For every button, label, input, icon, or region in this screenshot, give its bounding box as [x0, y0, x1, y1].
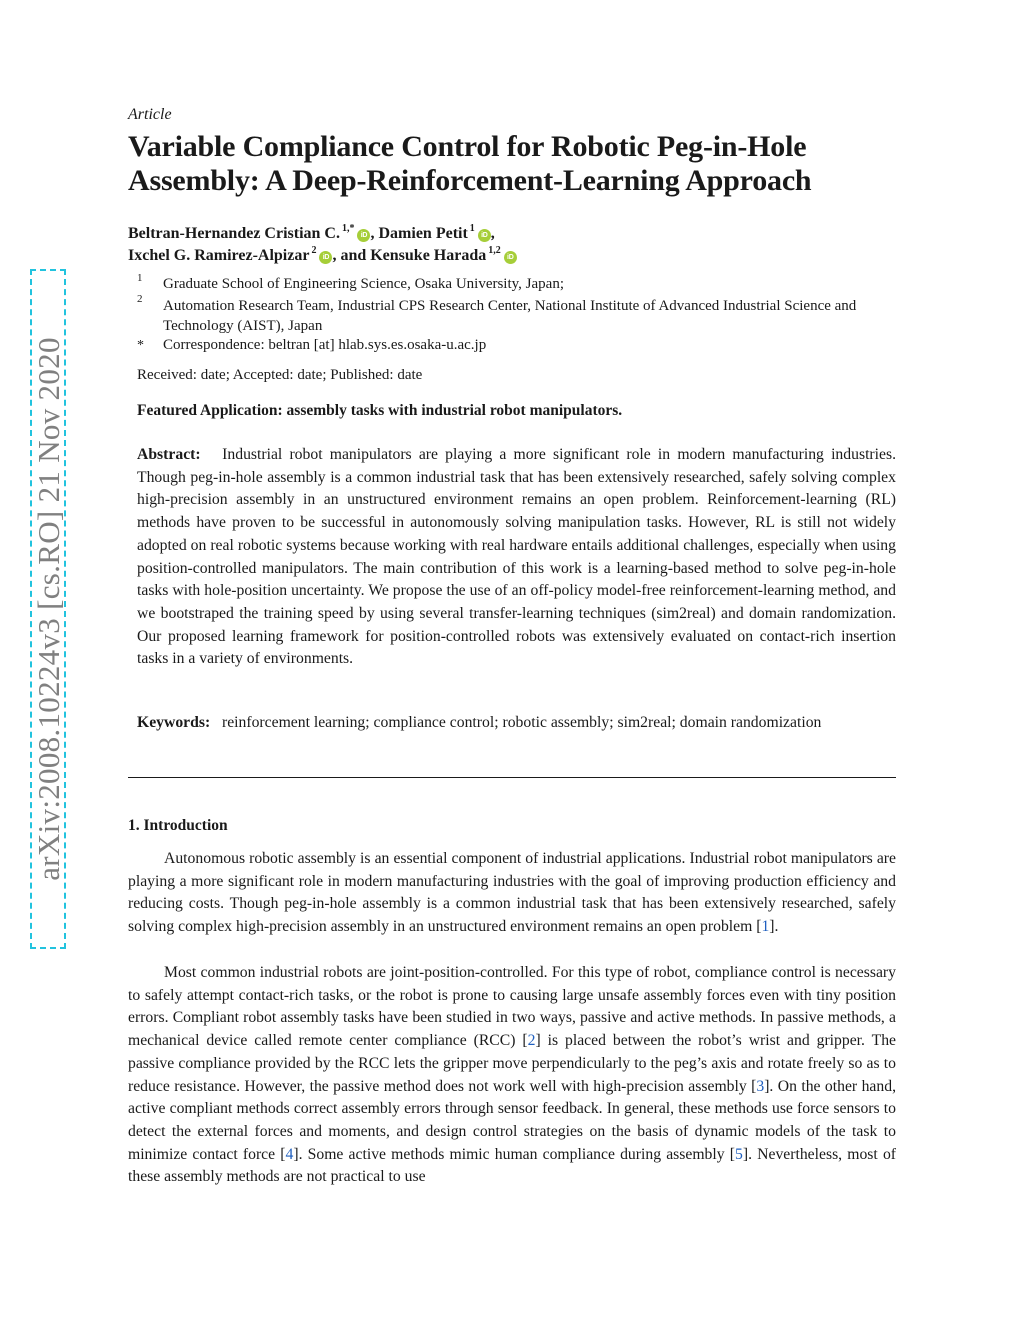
intro-paragraph-1: [128, 848, 896, 939]
author-name: Kensuke Harada: [370, 247, 487, 264]
paragraph-text: ]. Nevertheless, most of these assembly methods are not practical to use: [128, 1145, 897, 1186]
paragraph-text: ] is placed between the robot’s wrist and gripper. The passive compliance provided by the RCC lets the gripper move perpendicularly to the peg’s axis and rotate freely so as to reduce resistance. However, the passive method does not work well with high-precision assembly [: [128, 1032, 896, 1095]
author-name: Beltran-Hernandez Cristian C.: [128, 225, 340, 242]
arxiv-stamp: arXiv:2008.10224v3 [cs.RO] 21 Nov 2020: [30, 269, 66, 949]
section-divider: [128, 777, 896, 778]
abstract-text: Industrial robot manipulators are playing a more significant role in modern manufacturing industries. Though peg-in-hole assembly is a common industrial task that has been extensively researched, safely solving complex high-precision assembly in an unstructured environment remains an open problem. Reinforcement-learning (RL) methods have proven to be successful in autonomously solving manipulation tasks. However, RL is still not widely adopted on real robotic systems because working with real hardware entails additional challenges, especially when using position-controlled manipulators. The main contribution of this work is a learning-based method to solve peg-in-hole tasks with hole-position uncertainty. We propose the use of an off-policy model-free reinforcement-learning method, and we bootstraped the training speed by using several transfer-learning techniques (sim2real) and domain randomization. Our proposed learning framework for position-controlled robots was extensively evaluated on contact-rich insertion tasks in a variety of environments.: [137, 446, 896, 668]
author-separator: , and: [332, 247, 367, 264]
intro-paragraph-2: [128, 962, 896, 1189]
author-line-2: [128, 245, 517, 265]
citation-link[interactable]: 2: [527, 1032, 536, 1050]
citation-link[interactable]: 3: [756, 1077, 765, 1095]
author-affiliation-mark: 1: [469, 223, 475, 234]
correspondence-text: Correspondence: beltran [at] hlab.sys.es.osaka-u.ac.jp: [163, 337, 487, 353]
affiliation-mark: 2: [137, 293, 143, 305]
affiliation-mark: *: [137, 338, 144, 353]
article-type-label: Article: [128, 106, 172, 123]
author-affiliation-mark: 1,*: [341, 223, 355, 234]
section-heading: 1. Introduction: [128, 817, 228, 834]
orcid-icon[interactable]: iD: [357, 229, 370, 242]
abstract: [137, 444, 896, 671]
author-name: Damien Petit: [378, 225, 468, 242]
paragraph-text: ]. On the other hand, active compliant methods correct assembly errors through sensor feedback. In general, these methods use force sensors to detect the external forces and moments, and design control strategies on the basis of dynamic models of the task to minimize contact force [: [128, 1077, 896, 1163]
publication-dates: Received: date; Accepted: date; Published: date: [137, 367, 423, 383]
orcid-icon[interactable]: iD: [319, 251, 332, 264]
keywords: [137, 712, 896, 735]
author-name: Ixchel G. Ramirez-Alpizar: [128, 247, 310, 264]
author-affiliation-mark: 2: [311, 245, 317, 256]
author-separator: ,: [370, 225, 375, 242]
affiliation-mark: 1: [137, 272, 143, 284]
citation-link[interactable]: 5: [735, 1145, 743, 1163]
paragraph-text: Autonomous robotic assembly is an essential component of industrial applications. Industrial robot manipulators are playing a more significant role in modern manufacturing industries with the goal of improving production efficiency and reducing costs. Though peg-in-hole assembly is a common industrial task that has been extensively researched, safely solving complex high-precision assembly in an unstructured environment remains an open problem [: [128, 850, 896, 936]
paper-title-line-2: Assembly: A Deep-Reinforcement-Learning Approach: [128, 164, 812, 197]
citation-link[interactable]: 4: [285, 1145, 294, 1163]
orcid-icon[interactable]: iD: [478, 229, 491, 242]
citation-link[interactable]: 1: [761, 918, 770, 936]
affiliation-text: Automation Research Team, Industrial CPS Research Center, National Institute of Advanced Industrial Science and Technology (AIST), Japan: [163, 298, 857, 334]
abstract-label: Abstract:: [137, 446, 201, 463]
orcid-icon[interactable]: iD: [504, 251, 517, 264]
paragraph-text: ]. Some active methods mimic human compliance during assembly [: [293, 1145, 735, 1163]
affiliation-text: Graduate School of Engineering Science, Osaka University, Japan;: [163, 276, 564, 292]
author-separator: ,: [490, 225, 495, 242]
paper-title-line-1: Variable Compliance Control for Robotic Peg-in-Hole: [128, 130, 807, 163]
author-line-1: [128, 223, 495, 243]
featured-application: Featured Application: assembly tasks with industrial robot manipulators.: [137, 402, 623, 419]
keywords-label: Keywords:: [137, 714, 211, 731]
paragraph-text: ].: [769, 918, 779, 936]
author-affiliation-mark: 1,2: [488, 245, 501, 256]
paragraph-text: Most common industrial robots are joint-position-controlled. For this type of robot, compliance control is necessary to safely attempt contact-rich tasks, or the robot is prone to causing large unsafe assembly forces even with tiny position errors. Compliant robot assembly tasks have been studied in two ways, passive and active methods. In passive methods, a mechanical device called remote center compliance (RCC) [: [128, 964, 896, 1050]
keywords-text: reinforcement learning; compliance control; robotic assembly; sim2real; domain randomization: [221, 714, 822, 731]
